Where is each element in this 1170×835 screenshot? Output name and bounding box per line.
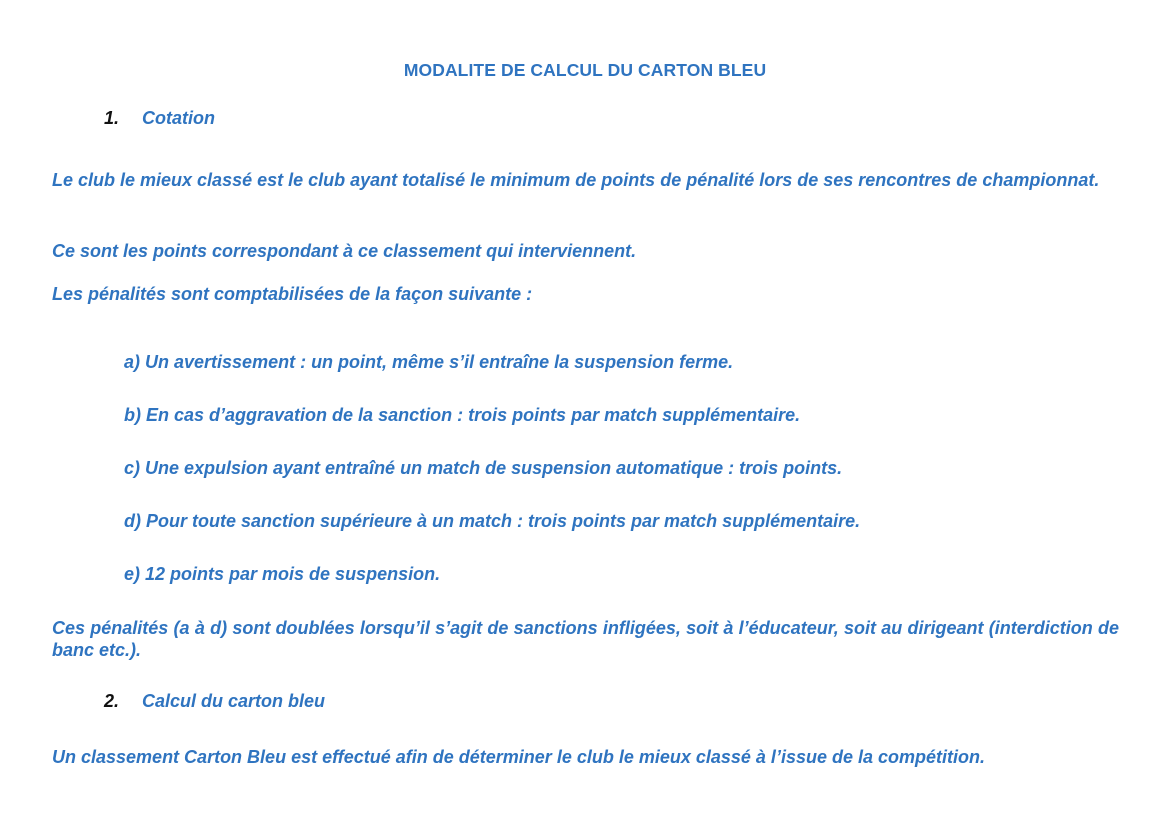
section-title: Calcul du carton bleu [142,691,326,711]
paragraph-ranking-rule: Le club le mieux classé est le club ayant totalisé le minimum de points de pénalité lors de ses rencontres de championnat. [52,170,1100,190]
document-title: MODALITE DE CALCUL DU CARTON BLEU [403,60,767,80]
section-number: 2. [104,691,120,711]
paragraph-doubled-penalties: Ces pénalités (a à d) sont doublées lorsqu’il s’agit de sanctions infligées, soit à l’éducateur, soit au dirigeant (interdiction de banc etc.). [52,618,1119,660]
list-item: b) En cas d’aggravation de la sanction : trois points par match supplémentaire. [124,405,801,425]
section-number: 1. [104,108,120,128]
list-item: e) 12 points par mois de suspension. [124,564,441,584]
section-title: Cotation [142,108,215,128]
paragraph-classement: Un classement Carton Bleu est effectué afin de déterminer le club le mieux classé à l’issue de la compétition. [52,747,985,767]
section-heading-cotation [104,108,215,129]
section-heading-calcul [104,691,325,712]
list-item: a) Un avertissement : un point, même s’il entraîne la suspension ferme. [124,352,734,372]
list-item: d) Pour toute sanction supérieure à un match : trois points par match supplémentaire. [124,511,861,531]
paragraph-penalties-intro: Les pénalités sont comptabilisées de la façon suivante : [52,284,533,304]
list-item: c) Une expulsion ayant entraîné un match de suspension automatique : trois points. [124,458,843,478]
paragraph-points-apply: Ce sont les points correspondant à ce classement qui interviennent. [52,241,637,261]
